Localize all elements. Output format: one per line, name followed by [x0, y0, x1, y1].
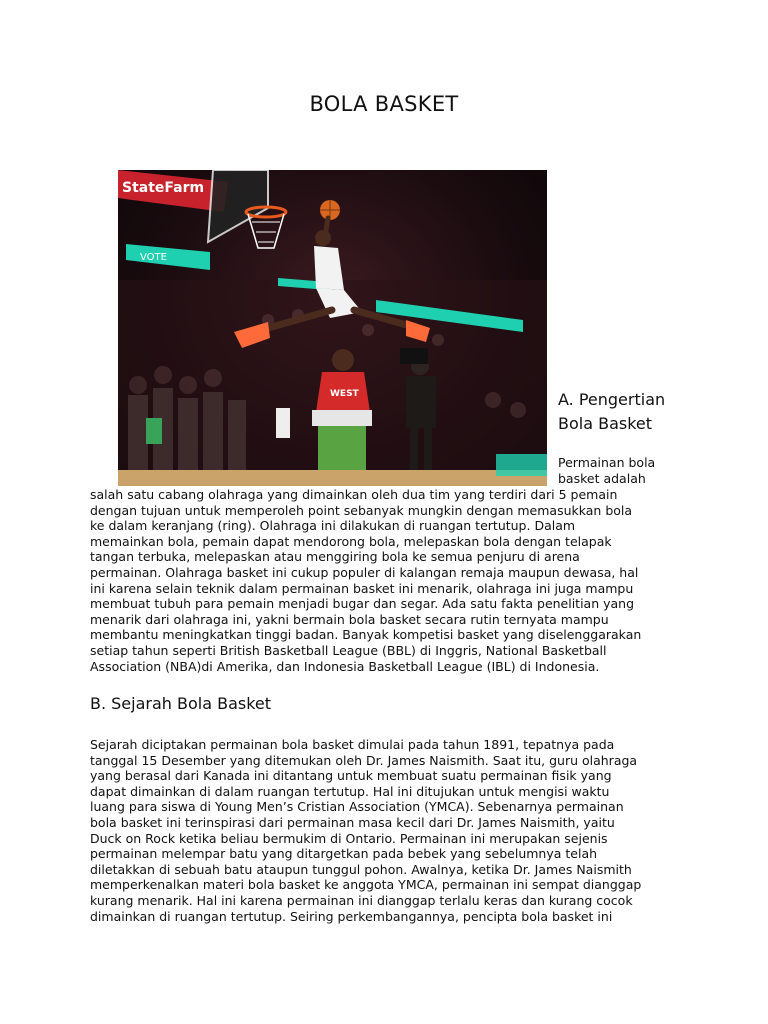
section-b-heading: B. Sejarah Bola Basket — [90, 694, 272, 713]
svg-text:VOTE: VOTE — [140, 252, 167, 263]
dunk-scene-illustration — [118, 170, 547, 486]
court-floor — [118, 470, 547, 486]
section-a-intro: Permainan bola basket adalah — [558, 455, 656, 486]
document-title: BOLA BASKET — [309, 92, 459, 116]
section-a-heading: A. Pengertian Bola Basket — [558, 390, 666, 433]
section-b-paragraph: Sejarah diciptakan permainan bola basket dimulai pada tahun 1891, tepatnya pada tanggal 15 Desember yang ditemukan oleh Dr. James Naismith. Saat itu, guru olahraga yang berasal dari Kanada ini ditantang untuk membuat suatu permainan fisik yang dapat dimainkan di dalam ruangan tertutup. Hal ini ditujukan untuk mengisi waktu luang para siswa di Young Men’s Cristian Association (YMCA). Sebenarnya permainan bola basket ini terinspirasi dari permainan masa kecil dari Dr. James Naismith, yaitu Duck on Rock ketika beliau bermukim di Ontario. Permainan ini merupakan sejenis permainan melempar batu yang ditargetkan pada bebek yang sebelumnya telah diletakkan di sebuah batu ataupun tunggul pohon. Awalnya, ketika Dr. James Naismith memperkenalkan materi bola basket ke anggota YMCA, permainan ini sempat dianggap kurang menarik. Hal ini karena permainan ini dianggap terlalu keras dan kurang cocok dimainkan di ruangan tertutup. Seiring perkembangannya, pencipta bola basket ini — [90, 737, 642, 924]
basketball-photo — [118, 170, 547, 486]
svg-text:WEST: WEST — [330, 389, 359, 399]
spectators — [128, 388, 246, 476]
basket-hoop — [208, 170, 286, 248]
svg-text:StateFarm: StateFarm — [122, 180, 205, 196]
section-a-paragraph: salah satu cabang olahraga yang dimainkan oleh dua tim yang terdiri dari 5 pemain dengan tujuan untuk memperoleh point sebanyak mungkin dengan memasukkan bola ke dalam keranjang (ring). Olahraga ini dilakukan di ruangan tertutup. Dalam memainkan bola, pemain dapat mendorong bola, melepaskan bola dengan telapak tangan terbuka, melepaskan atau menggiring bola ke semua penjuru di arena permainan. Olahraga basket ini cukup populer di kalangan remaja maupun dewasa, hal ini karena selain teknik dalam permainan basket ini menarik, olahraga ini juga mampu membuat tubuh para pemain menjadi bugar dan segar. Ada satu fakta penelitian yang menarik dari olahraga ini, yakni bermain bola basket secara rutin ternyata mampu membantu meningkatkan tinggi badan. Banyak kompetisi basket yang diselenggarakan setiap tahun seperti British Basketball League (BBL) di Inggris, National Basketball Association (NBA)di Amerika, dan Indonesia Basketball League (IBL) di Indonesia. — [90, 487, 642, 674]
